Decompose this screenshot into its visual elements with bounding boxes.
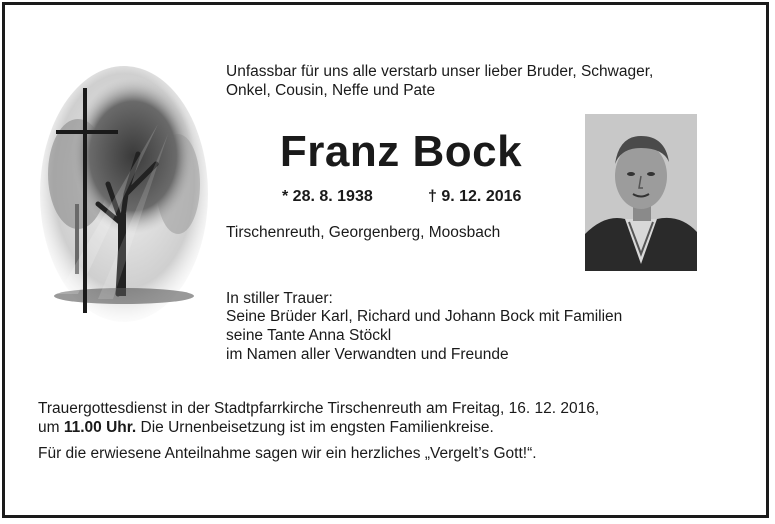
mourners-line-2: seine Tante Anna Stöckl (226, 327, 392, 344)
intro-line-1: Unfassbar für uns alle verstarb unser lieber Bruder, Schwager, (226, 63, 654, 80)
service-prefix: um (38, 419, 64, 436)
birth-date: * 28. 8. 1938 (282, 188, 373, 205)
service-line-1: Trauergottesdienst in der Stadtpfarrkirche Tirschenreuth am Freitag, 16. 12. 2016, (38, 400, 600, 417)
service-line-2 (38, 418, 494, 438)
mourners-line-3: im Namen aller Verwandten und Freunde (226, 346, 509, 363)
portrait-icon (585, 114, 697, 271)
portrait-photo (585, 114, 697, 271)
mourners-line-1: Seine Brüder Karl, Richard und Johann Bock mit Familien (226, 308, 623, 325)
places: Tirschenreuth, Georgenberg, Moosbach (226, 224, 501, 241)
mourners-heading: In stiller Trauer: (226, 290, 333, 307)
death-date: † 9. 12. 2016 (428, 188, 522, 205)
thanks-line: Für die erwiesene Anteilnahme sagen wir ein herzliches „Vergelt’s Gott!“. (38, 445, 537, 462)
deceased-name: Franz Bock (279, 127, 523, 176)
service-suffix: Die Urnenbeisetzung ist im engsten Familienkreise. (136, 419, 494, 436)
tree-cross-icon (38, 64, 210, 324)
service-time: 11.00 Uhr. (63, 419, 137, 436)
intro-line-2: Onkel, Cousin, Neffe und Pate (226, 82, 436, 99)
